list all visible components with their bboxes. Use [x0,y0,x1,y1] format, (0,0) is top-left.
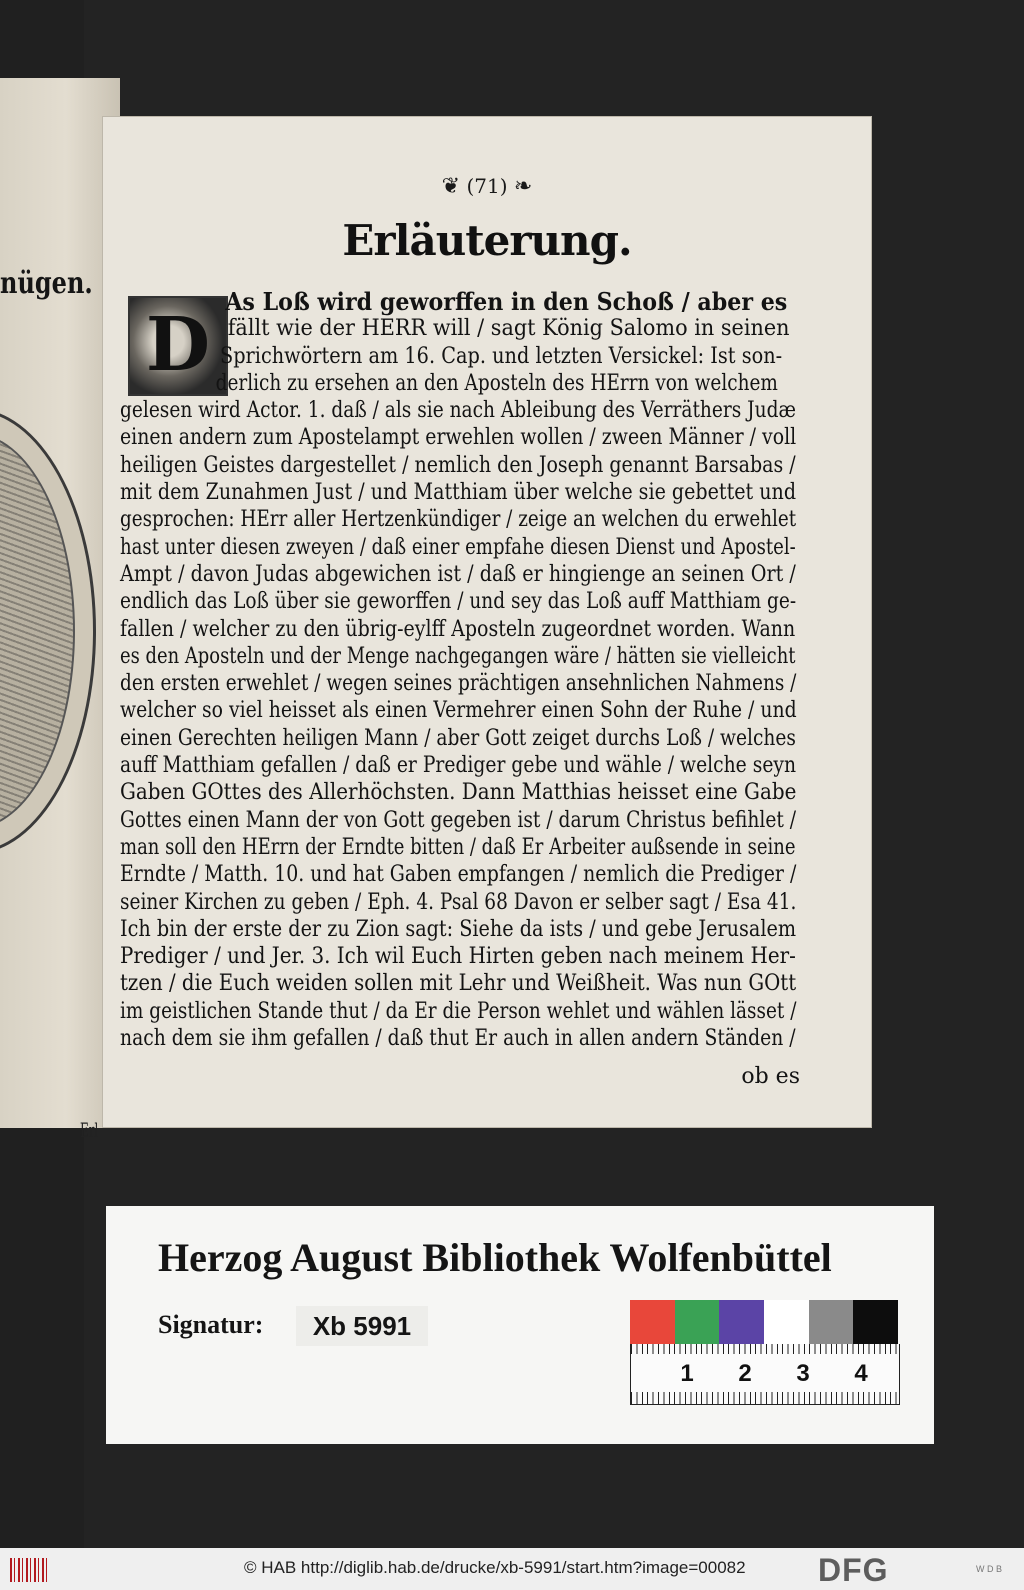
text-line: seiner Kirchen zu geben / Eph. 4. Psal 68 Davon er selber sagt / Esa 41. [120,889,797,915]
page-title: Erläuterung. [342,216,632,265]
dfg-logo: DFG [818,1552,889,1588]
text-line: gelesen wird Actor. 1. daß / als sie nach Ableibung des Verräthers Judæ [120,398,796,424]
text-line: nach dem sie ihm gefallen / daß thut Er auch in allen andern Ständen / [120,1026,796,1052]
page-header [102,174,872,199]
text-line: heiligen Geistes dargestellet / nemlich den Joseph genannt Barsabas / [120,452,796,478]
text-line: welcher so viel heisset als einen Vermehrer einen Sohn der Ruhe / und [120,698,797,724]
ruler-number: 2 [738,1360,752,1387]
color-swatch [675,1300,720,1344]
text-line: auff Matthiam gefallen / daß er Prediger gebe und wähle / welche seyn [120,753,797,779]
library-name: Herzog August Bibliothek Wolfenbüttel [158,1235,832,1280]
ruler-number: 4 [854,1360,868,1387]
color-swatch [853,1300,898,1344]
text-line: es den Aposteln und der Menge nachgegangen wäre / hätten sie vielleicht [120,643,796,669]
text-line: derlich zu ersehen an den Aposteln des HErrn von welchem [215,370,778,396]
text-line: einen Gerechten heiligen Mann / aber Gott zeiget durchs Loß / welches [120,725,796,751]
signatur-value: Xb 5991 [296,1306,428,1346]
text-line: Gaben GOttes des Allerhöchsten. Dann Matthias heisset eine Gabe [120,780,797,806]
text-line: As Loß wird geworffen in den Schoß / aber es [225,287,788,316]
color-swatch [764,1300,809,1344]
page-number: (71) [466,174,508,198]
text-line: im geistlichen Stande thut / da Er die Person wehlet und wählen lässet / [120,998,797,1024]
text-line: einen andern zum Apostelampt erwehlen wollen / zween Männer / voll [120,425,797,451]
color-calibration-bar [630,1300,898,1344]
text-line: Prediger / und Jer. 3. Ich wil Euch Hirten geben nach meinem Her- [120,944,796,970]
text-line: den ersten erwehlet / wegen seines prächtigen ansehnlichen Nahmens / [120,671,797,697]
engraving-illustration [0,408,96,854]
color-swatch [630,1300,675,1344]
text-line: fallen / welcher zu den übrig-eylff Aposteln zugeordnet worden. Wann [120,616,796,642]
text-line: man soll den HErrn der Erndte bitten / daß Er Arbeiter außsende in seine [120,834,796,860]
ornament-left-icon: ❦ [441,174,461,199]
library-label [106,1206,934,1444]
previous-page-heading: nügen. [0,266,93,301]
ornament-right-icon: ❧ [513,174,533,199]
ruler-number: 1 [680,1360,694,1387]
text-line: Erndte / Matth. 10. und hat Gaben empfangen / nemlich die Prediger / [120,862,797,888]
scale-ruler [630,1344,900,1405]
ruler-number: 3 [796,1360,810,1387]
body-text [120,288,800,1052]
text-line: endlich das Loß über sie geworffen / und sey das Loß auff Matthiam ge- [120,589,797,615]
text-line: tzen / die Euch weiden sollen mit Lehr und Weißheit. Was nun GOtt [120,971,797,997]
text-line: Gottes einen Mann der von Gott gegeben ist / darum Christus befihlet / [120,807,797,833]
engraving-scene [0,433,75,829]
ruler-ticks-top [631,1344,899,1354]
footer-strip [0,1548,1024,1590]
previous-page-catchword: Erl [80,1118,99,1142]
text-line: fällt wie der HERR will / sagt König Salomo in seinen [227,316,790,342]
text-line: Ich bin der erste der zu Zion sagt: Siehe da ists / und gebe Jerusalem [120,916,797,942]
source-url[interactable]: © HAB http://diglib.hab.de/drucke/xb-5991/start.htm?image=00082 [244,1558,746,1577]
color-swatch [809,1300,854,1344]
signatur-label: Signatur: [158,1310,264,1339]
catchword: ob es [741,1064,800,1089]
text-line: Ampt / davon Judas abgewichen ist / daß er hingienge an seinen Ort / [120,561,796,587]
book-page [102,116,872,1128]
text-line: gesprochen: HErr aller Hertzenkündiger / zeige an welchen du erwehlet [120,507,797,533]
color-swatch [719,1300,764,1344]
wdb-mark: W D B [976,1564,1002,1574]
text-line: Sprichwörtern am 16. Cap. und letzten Versickel: Ist son- [219,343,783,369]
initial-letter: D [145,302,211,388]
hab-barcode-icon [10,1558,48,1582]
text-line: hast unter diesen zweyen / daß einer empfahe diesen Dienst und Apostel- [120,534,796,560]
text-line: mit dem Zunahmen Just / und Matthiam über welche sie gebettet und [120,480,797,506]
ruler-ticks [631,1392,899,1404]
